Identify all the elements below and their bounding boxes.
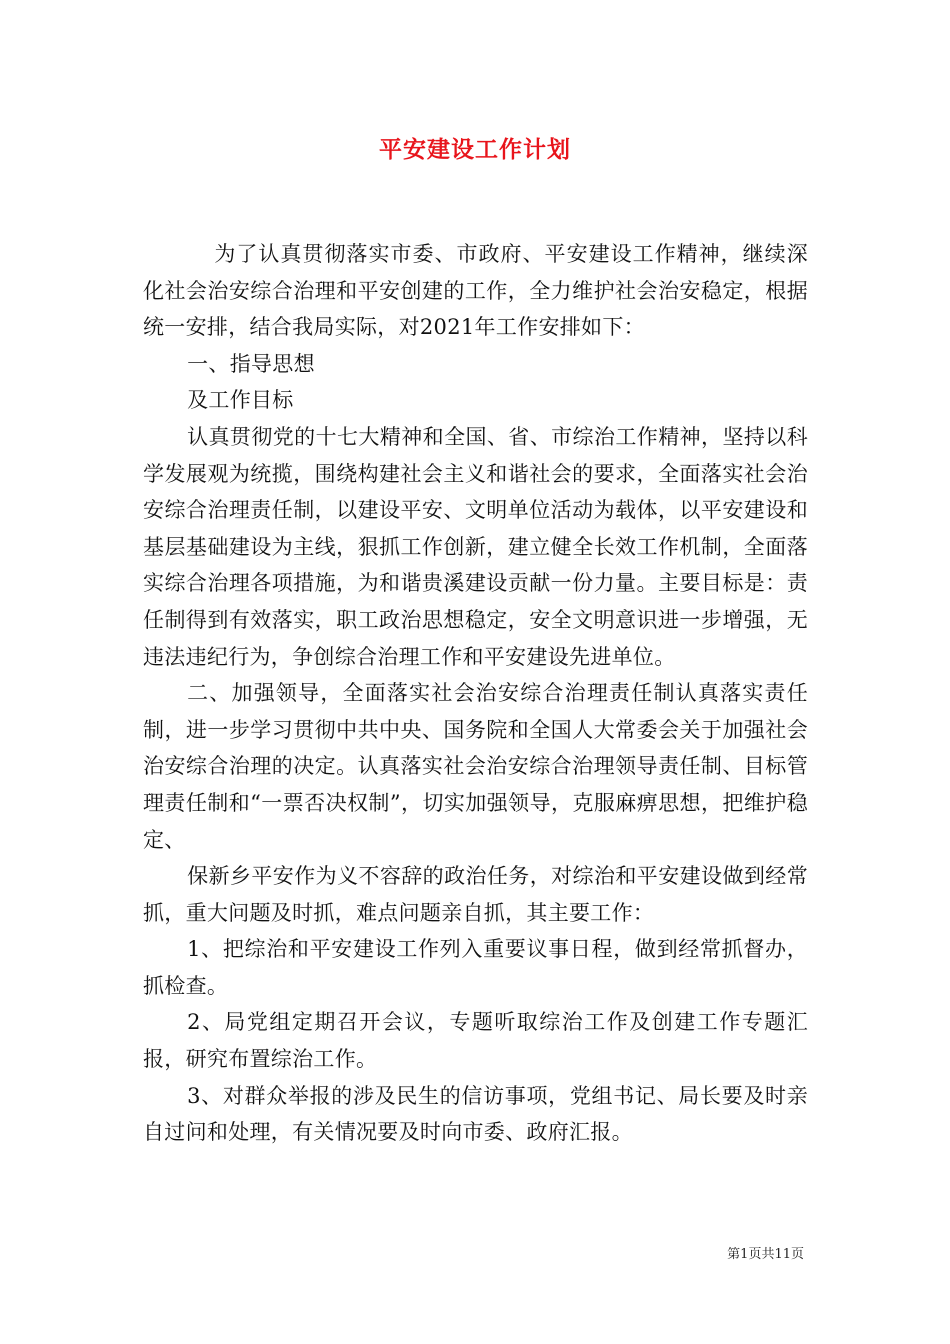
document-title: 平安建设工作计划	[379, 136, 571, 163]
paragraph-strengthen-leadership: 二、加强领导，全面落实社会治安综合治理责任制认真落实责任制，进一步学习贯彻中共中央、国务院和全国人大常委会关于加强社会治安综合治理的决定。认真落实社会治安综合治理领导责任制、目标管理责任制和“一票否决权制”，切实加强领导，克服麻痹思想，把维护稳定、	[143, 681, 808, 852]
list-item-2: 2、局党组定期召开会议，专题听取综治工作及创建工作专题汇报，研究布置综治工作。	[143, 1010, 808, 1072]
paragraph-intro: 为了认真贯彻落实市委、市政府、平安建设工作精神，继续深化社会治安综合治理和平安创建的工作，全力维护社会治安稳定，根据统一安排，结合我局实际，对2021年工作安排如下：	[143, 242, 808, 340]
section-heading-work-goals: 及工作目标	[187, 388, 294, 413]
list-item-3: 3、对群众举报的涉及民生的信访事项，党组书记、局长要及时亲自过问和处理，有关情况要及时向市委、政府汇报。	[143, 1083, 808, 1145]
page-number: 第1页共11页	[727, 1247, 804, 1262]
list-item-1: 1、把综治和平安建设工作列入重要议事日程，做到经常抓督办，抓检查。	[143, 937, 808, 998]
paragraph-guiding-content: 认真贯彻党的十七大精神和全国、省、市综治工作精神，坚持以科学发展观为统揽，围绕构建社会主义和谐社会的要求，全面落实社会治安综合治理责任制，以建设平安、文明单位活动为载体，以平安建设和基层基础建设为主线，狠抓工作创新，建立健全长效工作机制，全面落实综合治理各项措施，为和谐贵溪建设贡献一份力量。主要目标是：责任制得到有效落实，职工政治思想稳定，安全文明意识进一步增强，无违法违纪行为，争创综合治理工作和平安建设先进单位。	[143, 424, 808, 669]
section-heading-guiding-thought: 一、指导思想	[187, 351, 315, 376]
paragraph-main-tasks: 保新乡平安作为义不容辞的政治任务，对综治和平安建设做到经常抓，重大问题及时抓，难点问题亲自抓，其主要工作：	[143, 864, 808, 925]
document-body	[143, 236, 808, 1151]
